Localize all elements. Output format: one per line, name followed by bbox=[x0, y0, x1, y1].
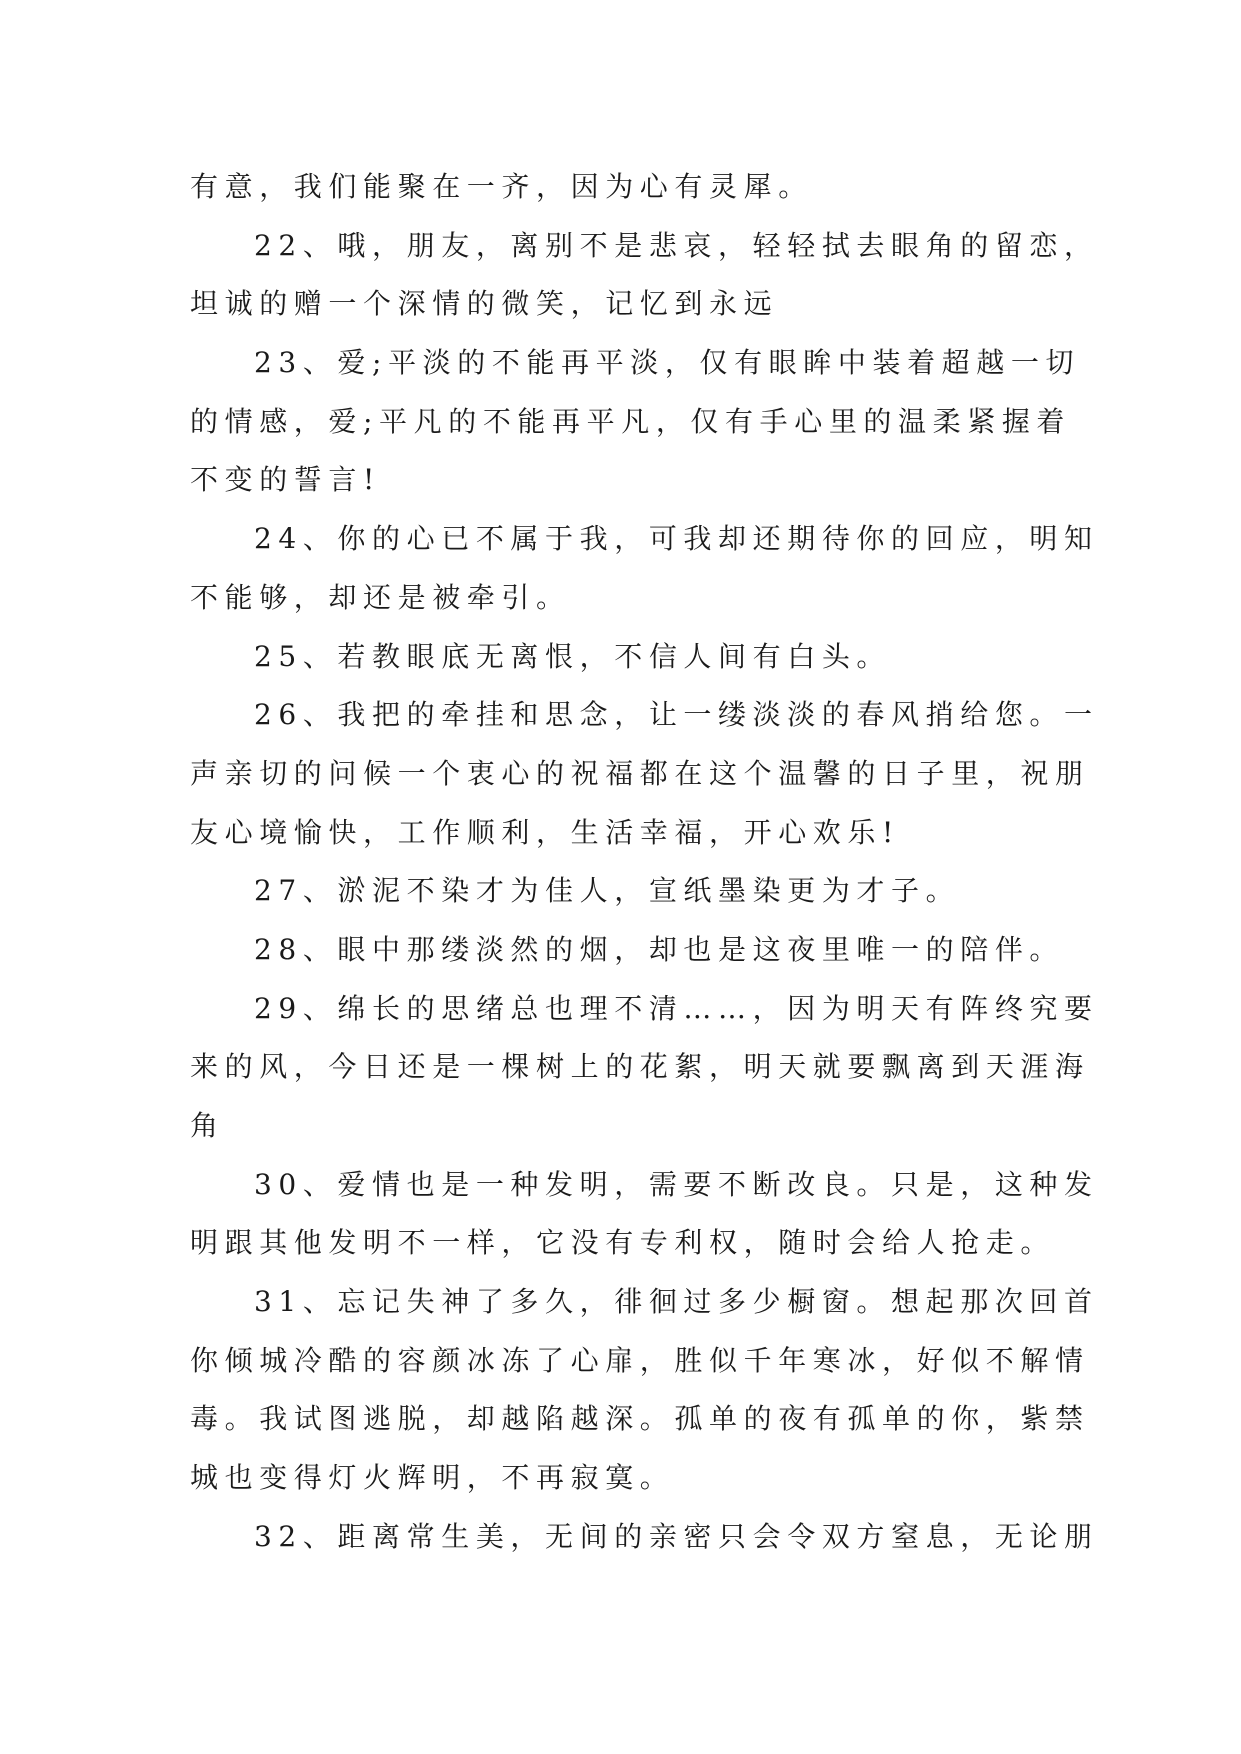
text-line: 有意，我们能聚在一齐，因为心有灵犀。 bbox=[190, 170, 813, 203]
text-line: 29、绵长的思绪总也理不清……，因为明天有阵终究要 bbox=[254, 991, 1099, 1025]
text-line: 明跟其他发明不一样，它没有专利权，随时会给人抢走。 bbox=[190, 1226, 1056, 1260]
text-line: 不变的誓言! bbox=[190, 463, 381, 497]
text-line: 31、忘记失神了多久，徘徊过多少橱窗。想起那次回首 bbox=[254, 1285, 1099, 1319]
text-line: 角 bbox=[190, 1109, 225, 1142]
text-line: 的情感，爱;平凡的不能再平凡，仅有手心里的温柔紧握着 bbox=[190, 404, 1072, 438]
text-line: 24、你的心已不属于我，可我却还期待你的回应，明知 bbox=[254, 522, 1099, 556]
text-line: 来的风，今日还是一棵树上的花絮，明天就要飘离到天涯海 bbox=[190, 1050, 1090, 1084]
text-line: 声亲切的问候一个衷心的祝福都在这个温馨的日子里，祝朋 bbox=[190, 756, 1090, 790]
text-line: 你倾城冷酷的容颜冰冻了心扉，胜似千年寒冰，好似不解情 bbox=[190, 1343, 1090, 1377]
text-line: 不能够，却还是被牵引。 bbox=[190, 580, 571, 614]
text-line: 26、我把的牵挂和思念，让一缕淡淡的春风捎给您。一 bbox=[254, 698, 1099, 732]
text-line: 坦诚的赠一个深情的微笑，记忆到永远 bbox=[190, 287, 779, 321]
body-text bbox=[190, 158, 1099, 1567]
text-line: 28、眼中那缕淡然的烟，却也是这夜里唯一的陪伴。 bbox=[254, 932, 1065, 966]
text-line: 32、距离常生美，无间的亲密只会令双方窒息，无论朋 bbox=[254, 1519, 1099, 1553]
text-line: 30、爱情也是一种发明，需要不断改良。只是，这种发 bbox=[254, 1167, 1099, 1201]
text-line: 22、哦，朋友，离别不是悲哀，轻轻拭去眼角的留恋， bbox=[254, 228, 1099, 262]
text-line: 毒。我试图逃脱，却越陷越深。孤单的夜有孤单的你，紫禁 bbox=[190, 1402, 1090, 1436]
text-line: 友心境愉快，工作顺利，生活幸福，开心欢乐! bbox=[190, 815, 900, 849]
text-line: 27、淤泥不染才为佳人，宣纸墨染更为才子。 bbox=[254, 874, 961, 908]
text-line: 23、爱;平淡的不能再平淡，仅有眼眸中装着超越一切 bbox=[254, 346, 1081, 380]
text-line: 城也变得灯火辉明，不再寂寞。 bbox=[190, 1461, 675, 1495]
text-line: 25、若教眼底无离恨，不信人间有白头。 bbox=[254, 639, 892, 673]
